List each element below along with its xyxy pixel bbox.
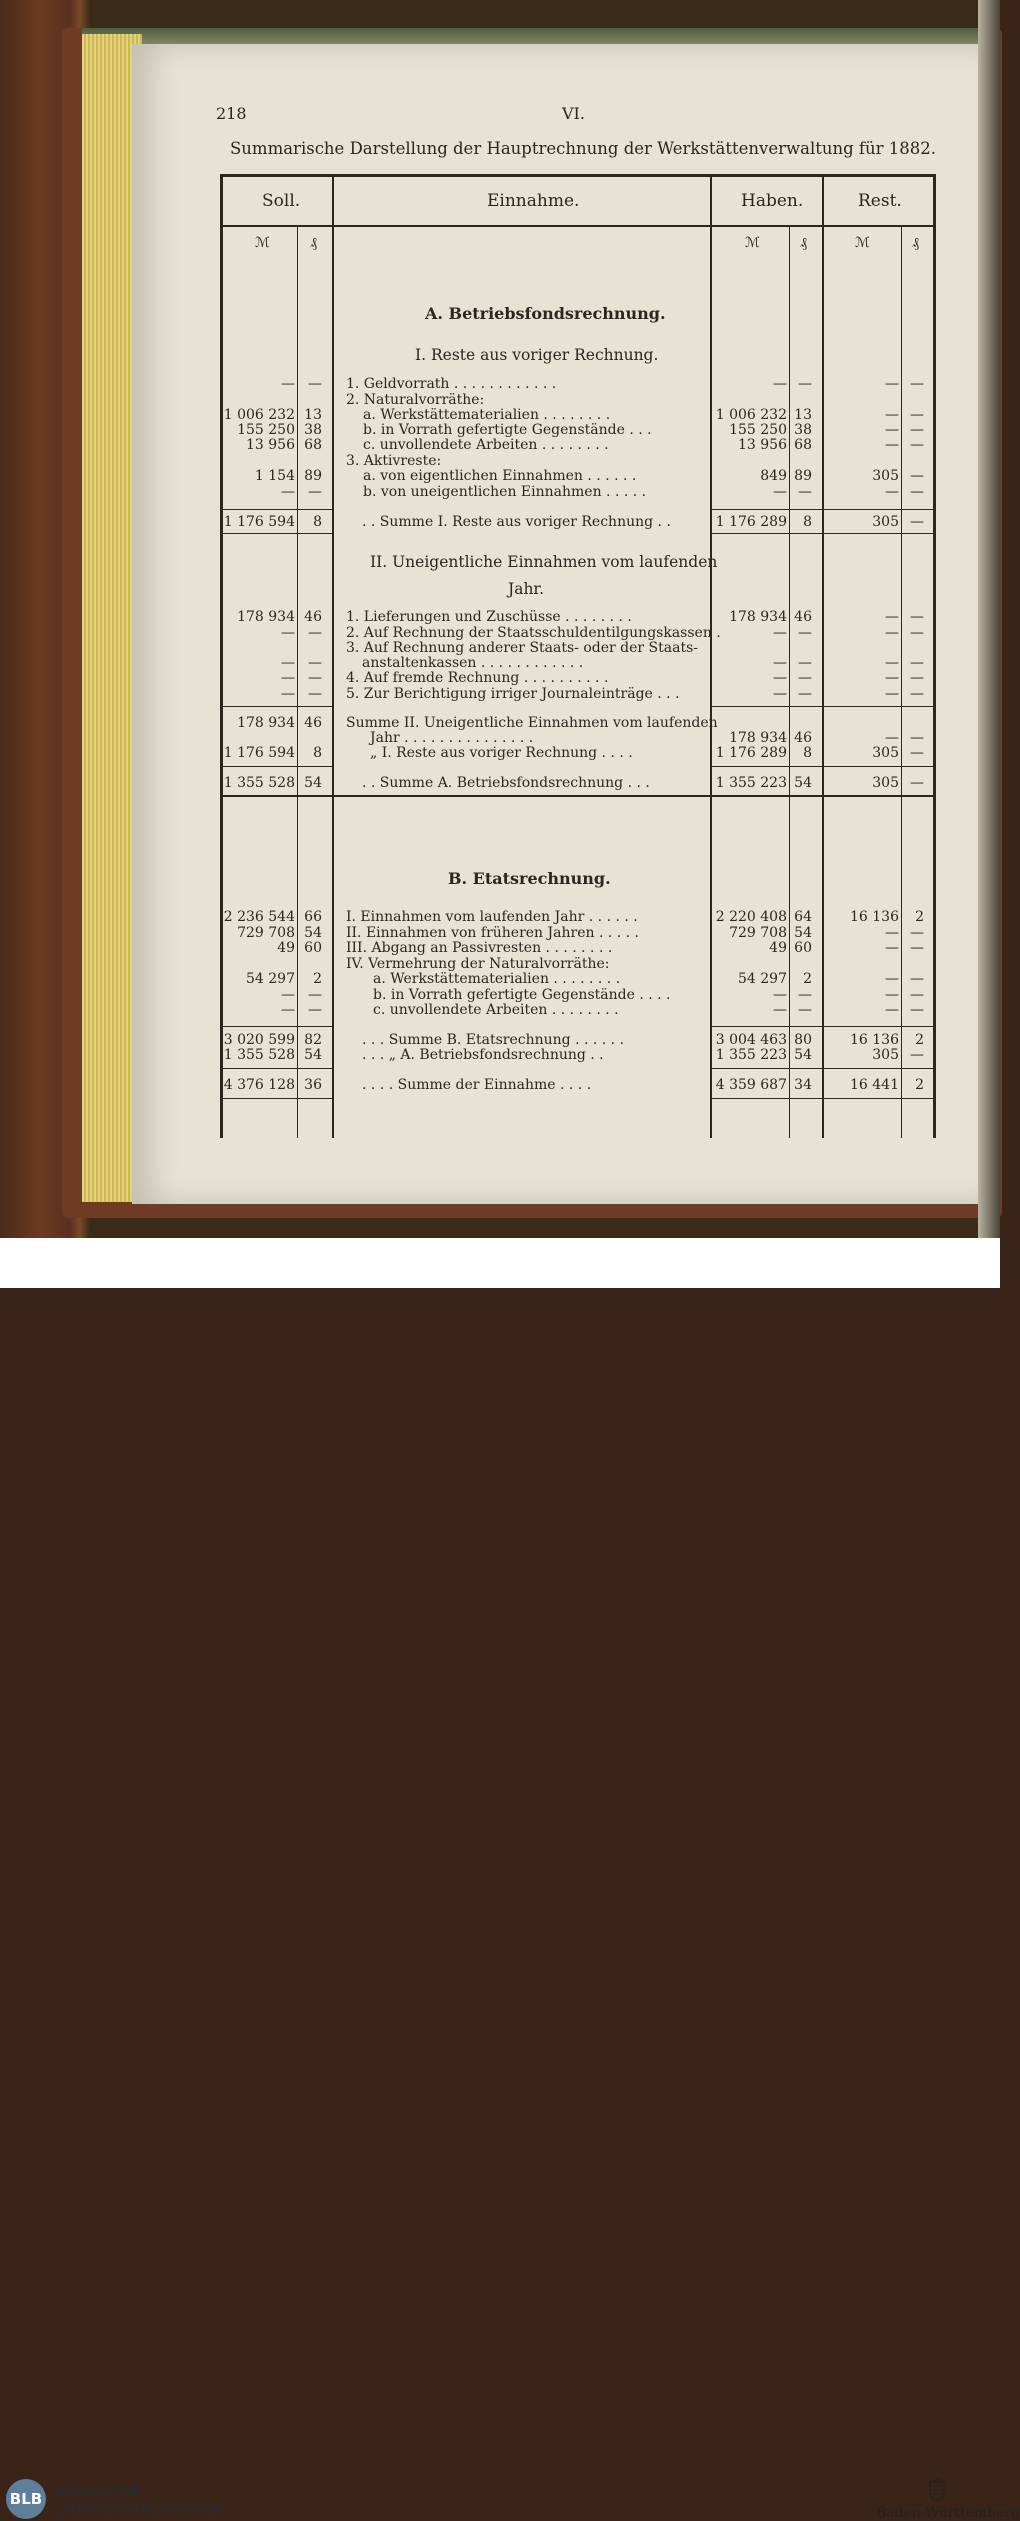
rest-pf: — [910,775,924,791]
rest-pf: — [910,686,924,702]
rest-mark: — [885,925,899,941]
haben-pf: — [798,484,812,500]
row-label: b. in Vorrath gefertigte Gegenstände . . . . [373,987,671,1003]
row-label: 2. Auf Rechnung der Staatsschuldentilgungskassen . [346,625,721,641]
row-label: 5. Zur Berichtigung irriger Journaleinträge . . . [346,686,680,702]
soll-mark: 13 956 [246,437,295,453]
haben-pf: — [798,376,812,392]
rest-mark: — [885,437,899,453]
haben-pf: 8 [803,514,812,530]
unit-pf: ₰ [310,235,317,251]
haben-mark: 3 004 463 [715,1032,787,1048]
soll-mark: — [281,655,295,671]
rest-mark: — [885,655,899,671]
soll-pf: — [308,670,322,686]
haben-pf: — [798,686,812,702]
soll-mark: 1 154 [254,468,295,484]
rest-pf: — [910,925,924,941]
rest-mark: 16 136 [850,1032,899,1048]
haben-pf: 13 [794,407,812,423]
haben-mark: — [773,686,787,702]
row-label: 1. Geldvorrath . . . . . . . . . . . . [346,376,557,392]
row-label: IV. Vermehrung der Naturalvorräthe: [346,956,610,972]
rest-pf: — [910,745,924,761]
gutter-shadow [978,0,1000,1238]
soll-pf: — [308,484,322,500]
rest-mark: — [885,407,899,423]
rest-mark: 305 [872,514,899,530]
haben-pf: 46 [794,730,812,746]
haben-mark: 178 934 [729,609,787,625]
haben-pf: — [798,655,812,671]
coat-of-arms-icon [928,2478,946,2502]
soll-mark: 3 020 599 [223,1032,295,1048]
haben-pf: 54 [794,775,812,791]
haben-mark: 729 708 [729,925,787,941]
unit-mark: ℳ [255,235,270,251]
haben-mark: 13 956 [738,437,787,453]
row-label: „ I. Reste aus voriger Rechnung . . . . [370,745,633,761]
soll-pf: 54 [304,1047,322,1063]
soll-pf: 46 [304,609,322,625]
section-a-sub2: II. Uneigentliche Einnahmen vom laufenden [370,553,718,571]
soll-pf: 8 [313,745,322,761]
soll-mark: 2 236 544 [223,909,295,925]
rest-pf: 2 [915,1077,924,1093]
section-b-title: B. Etatsrechnung. [448,869,611,888]
soll-pf: — [308,655,322,671]
row-label: a. Werkstättematerialien . . . . . . . . [363,407,611,423]
rest-pf: 2 [915,909,924,925]
haben-pf: 8 [803,745,812,761]
row-label: . . . . Summe der Einnahme . . . . [362,1077,592,1093]
rest-pf: — [910,670,924,686]
soll-pf: 82 [304,1032,322,1048]
row-label: a. von eigentlichen Einnahmen . . . . . . [363,468,637,484]
page-title: Summarische Darstellung der Hauptrechnung der Werkstättenverwaltung für 1882. [230,139,937,158]
haben-mark: 1 006 232 [715,407,787,423]
soll-mark: — [281,484,295,500]
soll-pf: 68 [304,437,322,453]
soll-pf: 66 [304,909,322,925]
rest-mark: 16 441 [850,1077,899,1093]
haben-pf: 60 [794,940,812,956]
row-label: anstaltenkassen . . . . . . . . . . . . [362,655,584,671]
rest-pf: — [910,422,924,438]
row-label: . . Summe I. Reste aus voriger Rechnung . . [362,514,671,530]
soll-mark: 178 934 [237,609,295,625]
row-label: c. unvollendete Arbeiten . . . . . . . . [363,437,609,453]
haben-pf: 68 [794,437,812,453]
soll-pf: — [308,686,322,702]
haben-mark: — [773,655,787,671]
rest-pf: — [910,514,924,530]
library-name: BADISCHE [56,2483,142,2501]
soll-pf: 36 [304,1077,322,1093]
haben-pf: — [798,670,812,686]
haben-pf: 34 [794,1077,812,1093]
haben-pf: 54 [794,925,812,941]
rest-mark: 16 136 [850,909,899,925]
rest-mark: — [885,484,899,500]
soll-mark: 155 250 [237,422,295,438]
haben-mark: 155 250 [729,422,787,438]
chapter-number: VI. [562,104,585,123]
rest-mark: — [885,971,899,987]
haben-mark: 54 297 [738,971,787,987]
haben-mark: — [773,1002,787,1018]
soll-mark: 1 006 232 [223,407,295,423]
row-label: I. Einnahmen vom laufenden Jahr . . . . . . [346,909,638,925]
haben-mark: 1 176 289 [715,745,787,761]
soll-mark: 178 934 [237,715,295,731]
rest-pf: — [910,987,924,1003]
soll-pf: 54 [304,775,322,791]
rest-mark: 305 [872,1047,899,1063]
rest-mark: — [885,730,899,746]
haben-pf: — [798,987,812,1003]
row-label: Summe II. Uneigentliche Einnahmen vom laufenden [346,715,718,731]
rest-mark: — [885,376,899,392]
soll-pf: 60 [304,940,322,956]
rest-mark: — [885,422,899,438]
row-label: 3. Auf Rechnung anderer Staats- oder der Staats- [346,640,699,656]
soll-mark: 1 176 594 [223,514,295,530]
haben-pf: 64 [794,909,812,925]
row-label: . . . Summe B. Etatsrechnung . . . . . . [362,1032,625,1048]
rest-pf: — [910,1002,924,1018]
haben-mark: 2 220 408 [715,909,787,925]
soll-mark: 1 355 528 [223,775,295,791]
rest-pf: — [910,437,924,453]
rest-pf: — [910,376,924,392]
haben-mark: 4 359 687 [715,1077,787,1093]
soll-pf: 38 [304,422,322,438]
row-label: c. unvollendete Arbeiten . . . . . . . . [373,1002,619,1018]
rest-pf: — [910,1047,924,1063]
soll-pf: — [308,376,322,392]
haben-mark: 849 [760,468,787,484]
rest-pf: — [910,940,924,956]
soll-mark: — [281,670,295,686]
soll-pf: — [308,1002,322,1018]
footer-bar [0,1238,1020,2521]
soll-mark: 1 355 528 [223,1047,295,1063]
rest-mark: — [885,625,899,641]
haben-pf: — [798,1002,812,1018]
haben-mark: 178 934 [729,730,787,746]
haben-pf: 38 [794,422,812,438]
blb-logo: BLB [6,2479,46,2519]
row-label: 2. Naturalvorräthe: [346,392,485,408]
header-rest: Rest. [858,191,902,211]
soll-mark: 49 [277,940,295,956]
haben-pf: 46 [794,609,812,625]
soll-mark: 54 297 [246,971,295,987]
soll-pf: 89 [304,468,322,484]
haben-pf: 2 [803,971,812,987]
haben-mark: — [773,987,787,1003]
haben-mark: — [773,484,787,500]
rest-pf: — [910,468,924,484]
row-label: 1. Lieferungen und Zuschüsse . . . . . . . . [346,609,632,625]
haben-pf: 80 [794,1032,812,1048]
unit-pf: ₰ [800,235,807,251]
scan-image [0,0,1000,1238]
state-label: Baden-Württemberg [876,2505,1020,2521]
rest-mark: — [885,670,899,686]
rest-pf: — [910,655,924,671]
soll-pf: — [308,987,322,1003]
unit-pf: ₰ [912,235,919,251]
page-number: 218 [216,104,247,123]
row-label: b. von uneigentlichen Einnahmen . . . . . [363,484,647,500]
soll-mark: — [281,625,295,641]
haben-mark: 49 [769,940,787,956]
soll-mark: 729 708 [237,925,295,941]
header-haben: Haben. [741,191,804,211]
rest-pf: — [910,609,924,625]
soll-mark: — [281,686,295,702]
haben-mark: 1 355 223 [715,775,787,791]
soll-mark: — [281,376,295,392]
haben-mark: — [773,670,787,686]
rest-pf: — [910,971,924,987]
rest-mark: 305 [872,468,899,484]
row-label: III. Abgang an Passivresten . . . . . . . . [346,940,613,956]
rest-mark: — [885,987,899,1003]
header-einnahme: Einnahme. [487,191,580,211]
haben-mark: — [773,376,787,392]
soll-pf: 46 [304,715,322,731]
rest-mark: 305 [872,745,899,761]
soll-pf: 8 [313,514,322,530]
soll-pf: 13 [304,407,322,423]
unit-mark: ℳ [745,235,760,251]
unit-mark: ℳ [855,235,870,251]
header-soll: Soll. [262,191,301,211]
soll-mark: 1 176 594 [223,745,295,761]
rest-pf: 2 [915,1032,924,1048]
rest-mark: — [885,1002,899,1018]
soll-pf: — [308,625,322,641]
haben-mark: 1 355 223 [715,1047,787,1063]
haben-mark: 1 176 289 [715,514,787,530]
soll-mark: — [281,1002,295,1018]
library-name: LANDESBIBLIOTHEK [56,2501,225,2519]
soll-pf: 54 [304,925,322,941]
row-label: 3. Aktivreste: [346,453,442,469]
row-label: b. in Vorrath gefertigte Gegenstände . . . [363,422,652,438]
soll-mark: — [281,987,295,1003]
row-label: 4. Auf fremde Rechnung . . . . . . . . . . [346,670,609,686]
section-a-sub1: I. Reste aus voriger Rechnung. [415,346,659,364]
rest-mark: — [885,686,899,702]
haben-pf: 89 [794,468,812,484]
soll-pf: 2 [313,971,322,987]
section-a-title: A. Betriebsfondsrechnung. [425,304,666,323]
rest-pf: — [910,730,924,746]
row-label: a. Werkstättematerialien . . . . . . . . [373,971,621,987]
rest-pf: — [910,484,924,500]
rest-mark: — [885,609,899,625]
rest-mark: — [885,940,899,956]
rest-mark: 305 [872,775,899,791]
haben-mark: — [773,625,787,641]
haben-pf: — [798,625,812,641]
soll-mark: 4 376 128 [223,1077,295,1093]
section-a-sub2: Jahr. [508,580,545,598]
rest-pf: — [910,625,924,641]
row-label: II. Einnahmen von früheren Jahren . . . . . [346,925,639,941]
row-label: . . Summe A. Betriebsfondsrechnung . . . [362,775,650,791]
rest-pf: — [910,407,924,423]
row-label: Jahr . . . . . . . . . . . . . . . [370,730,534,746]
haben-pf: 54 [794,1047,812,1063]
row-label: . . . „ A. Betriebsfondsrechnung . . [362,1047,604,1063]
